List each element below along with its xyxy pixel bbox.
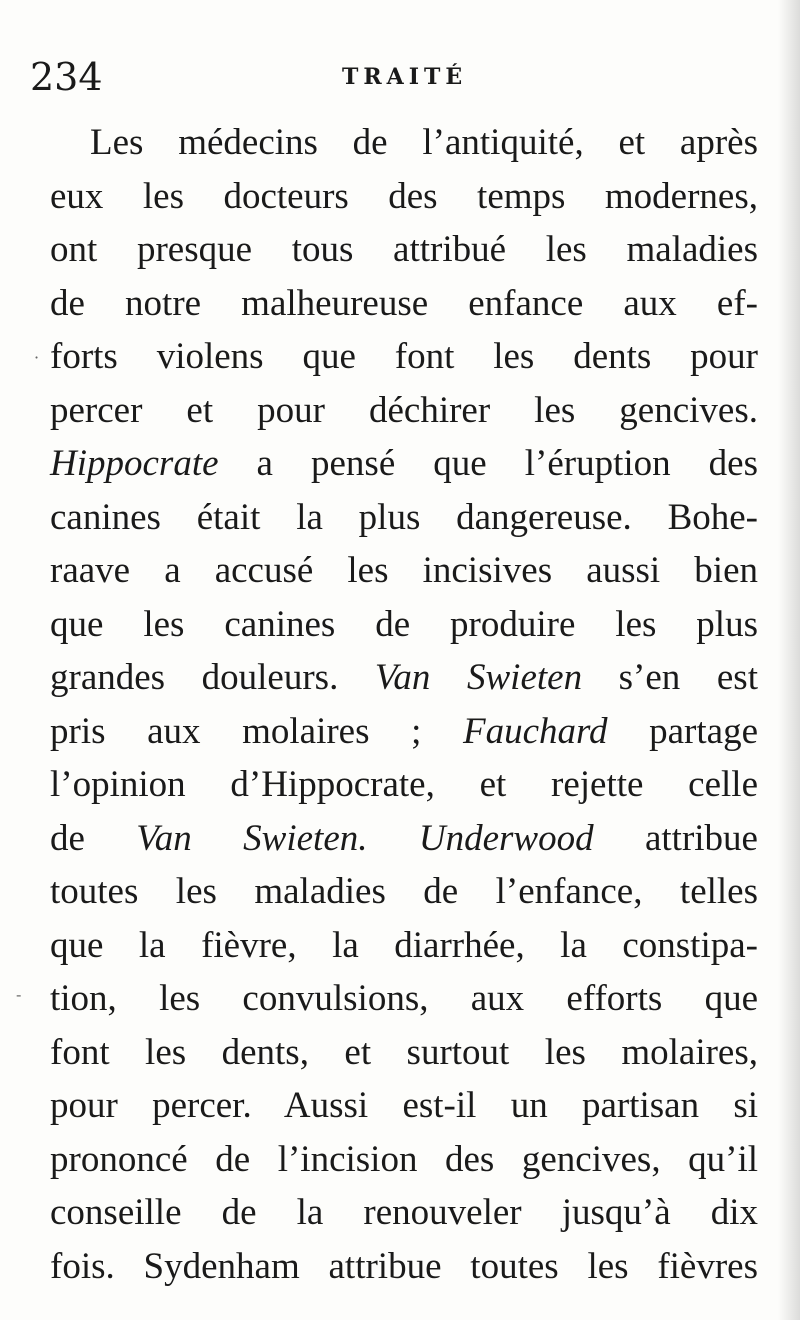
margin-speck: - (16, 985, 22, 1004)
page-number: 234 (30, 55, 103, 99)
text-line: raave a accusé les incisives aussi bien (50, 550, 758, 591)
italic-name: Van Swieten (374, 657, 583, 698)
text-line: de Van Swieten. Underwood attribue (50, 817, 758, 859)
text-line: toutes les maladies de l’enfance, telles (50, 871, 758, 912)
text-line: que la fièvre, la diarrhée, la constipa- (50, 924, 758, 966)
text-line: prononcé de l’incision des gencives, qu’il (50, 1138, 758, 1180)
text-line: grandes douleurs. Van Swieten s’en est (50, 657, 758, 698)
text-line: Les médecins de l’antiquité, et après (90, 122, 758, 163)
text-line: ont presque tous attribué les maladies (50, 229, 758, 270)
margin-speck: · (34, 348, 40, 367)
text-line: l’opinion d’Hippocrate, et rejette celle (50, 764, 758, 805)
text-line: forts violens que font les dents pour (50, 336, 758, 377)
running-head (30, 52, 750, 102)
text-line: que les canines de produire les plus (50, 603, 758, 645)
text-line: pour percer. Aussi est-il un partisan si (50, 1085, 758, 1126)
text-line: font les dents, et surtout les molaires, (50, 1031, 758, 1073)
text-line: de notre malheureuse enfance aux ef- (50, 282, 758, 324)
italic-name: Hippocrate (50, 443, 219, 484)
page-edge-shadow (778, 0, 800, 1320)
text-line: conseille de la renouveler jusqu’à dix (50, 1192, 758, 1233)
italic-name: Van Swieten. Underwood (136, 817, 594, 859)
text-line: eux les docteurs des temps modernes, (50, 175, 758, 217)
text-line: percer et pour déchirer les gencives. (50, 389, 758, 431)
text-line: Hippocrate a pensé que l’éruption des (50, 443, 758, 484)
text-line: fois. Sydenham attribue toutes les fièvres (50, 1245, 758, 1287)
text-line: tion, les convulsions, aux efforts que (50, 978, 758, 1019)
text-line: canines était la plus dangereuse. Bohe- (50, 496, 758, 538)
italic-name: Fauchard (462, 710, 608, 752)
running-title: TRAITÉ (342, 64, 468, 90)
text-line: pris aux molaires ; Fauchard partage (50, 710, 759, 752)
body-text (50, 116, 758, 1293)
